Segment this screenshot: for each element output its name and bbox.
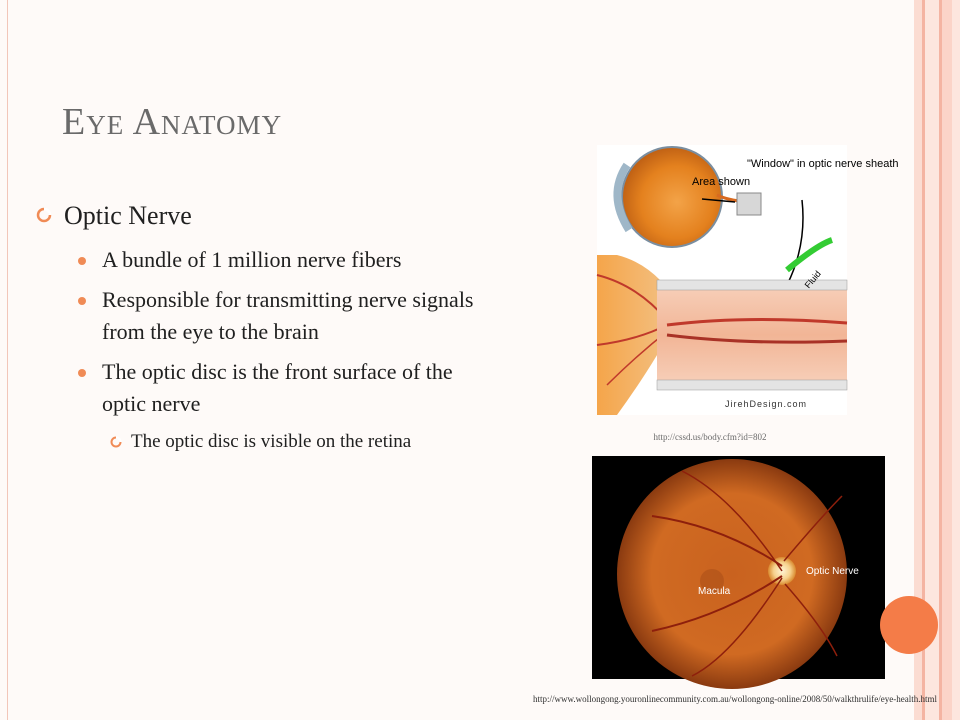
bullet-text: Responsible for transmitting nerve signals from the eye to the brain <box>102 287 474 344</box>
optic-nerve-label: Optic Nerve <box>806 566 859 577</box>
eye-diagram-image <box>597 145 899 415</box>
bullet-level2 <box>36 284 496 348</box>
bullet-level1 <box>36 198 496 234</box>
watermark-label: JirehDesign.com <box>725 399 808 409</box>
bullet-list <box>36 198 496 456</box>
eye-diagram-caption: http://cssd.us/body.cfm?id=802 <box>653 432 767 442</box>
fundus-photo-image <box>592 456 885 679</box>
fluid-label: Fluid <box>802 268 823 291</box>
bullet-text: The optic disc is the front surface of the optic nerve <box>102 359 453 416</box>
bullet-ring-small-icon <box>110 436 122 448</box>
bullet-level2 <box>36 356 496 420</box>
decorative-orange-circle <box>880 596 938 654</box>
bullet-text: The optic disc is visible on the retina <box>131 431 412 452</box>
bullet-dot-icon <box>78 369 86 377</box>
bullet-ring-icon <box>36 207 52 223</box>
left-border-line <box>7 0 8 720</box>
bullet-dot-icon <box>78 257 86 265</box>
bullet-level2 <box>36 244 496 276</box>
window-label: "Window" in optic nerve sheath <box>747 158 899 170</box>
fundus-photo-caption: http://www.wollongong.youronlinecommunity.com.au/wollongong-online/2008/50/walkthrulife/eye-health.html <box>532 694 938 704</box>
area-shown-label: Area shown <box>692 176 751 188</box>
bullet-level3 <box>36 428 496 456</box>
macula-label: Macula <box>698 586 731 597</box>
bullet-dot-icon <box>78 297 86 305</box>
eye-diagram-illustration <box>597 145 899 415</box>
fundus-photo-illustration <box>592 456 885 679</box>
bullet-text: A bundle of 1 million nerve fibers <box>102 247 402 272</box>
slide-title: Eye Anatomy <box>62 101 283 143</box>
bullet-text: Optic Nerve <box>64 201 192 230</box>
